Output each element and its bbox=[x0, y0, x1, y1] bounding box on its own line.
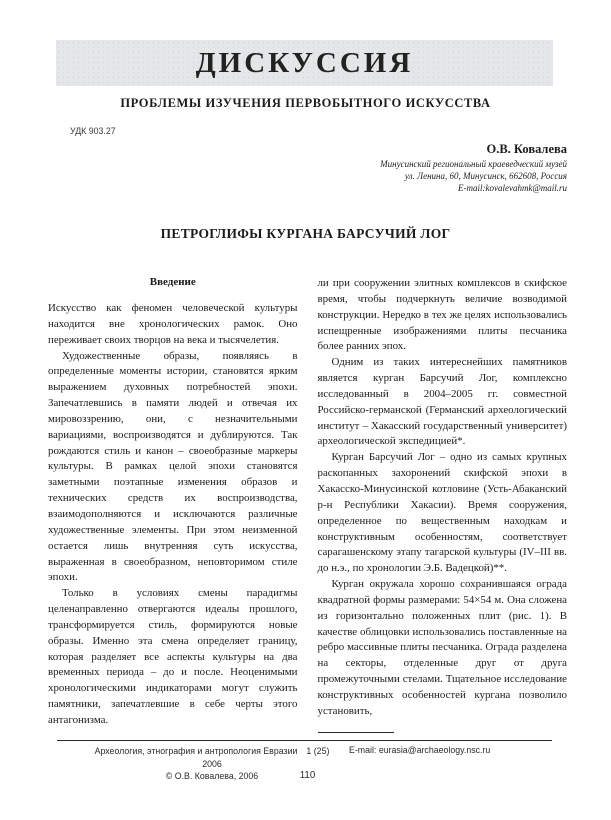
article-title: ПЕТРОГЛИФЫ КУРГАНА БАРСУЧИЙ ЛОГ bbox=[160, 226, 451, 241]
section-banner bbox=[56, 40, 553, 86]
author-name: О.В. Ковалева bbox=[486, 142, 567, 156]
footer-copyright-line: © О.В. Ковалева, 2006 bbox=[165, 771, 259, 781]
paragraph: Курган окружала хорошо сохранившаяся ограда квадратной формы размерами: 54×54 м. Она сложена из горизонтально положенных плит (рис. 1). В качестве облицовки использовались поставленные на ребро массивные плиты песчаника. Ограда разделена на секторы, отделенные друг от друга промежуточными стелами. Тщательное исследование конструктивных особенностей кургана позволило установить, bbox=[317, 578, 567, 717]
paragraph: Только в условиях смены парадигмы целенаправленно отвергаются идеалы прошлого, трансформируется стиль, формируются новые образы. Именно эта смена определяет границу, которая разделяет все аспекты культуры на два временных периода – до и после. Неоценимыми хронологическими индикаторами могут служить памятники, запечатлевшие в себе черты этого антагонизма. bbox=[48, 587, 298, 726]
affiliation-line: Минусинский региональный краеведческий музей bbox=[380, 159, 567, 169]
column-right bbox=[318, 276, 568, 734]
paragraph: Одним из таких интереснейших памятников является курган Барсучий Лог, комплексно исследованный в 2004–2005 гг. совместной Российско-германской (Германский археологический институт – Хакасский государственный университет) археологической экспедицией*. bbox=[317, 356, 567, 448]
author-email: E-mail:kovalevahmk@mail.ru bbox=[458, 182, 567, 193]
footer-rule bbox=[57, 740, 552, 741]
article-body bbox=[48, 276, 567, 734]
paragraph: ли при сооружении элитных комплексов в скифское время, чтобы подчеркнуть величие возводимой конструкции. Нередко в тех же целях использовались испещренные изображениями плиты песчаника более ранних эпох. bbox=[317, 277, 567, 353]
journal-issue: 1 (25) 2006 bbox=[202, 746, 330, 769]
section-banner-label: ДИСКУССИЯ bbox=[195, 46, 414, 79]
column-left bbox=[48, 276, 298, 734]
author-block bbox=[380, 142, 567, 194]
udc-label: УДК 903.27 bbox=[70, 126, 116, 136]
paragraph: Курган Барсучий Лог – одно из самых крупных раскопанных захоронений скифской эпохи в Хакасско-Минусинской котловине (Усть-Абаканский р-н Республики Хакасии). Время сооружения, определенное по вещественным находкам и конструктивным особенностям, соответствует сарагашенскому этапу тагарской культуры (IV–III вв. до н.э., по хронологии Э.Б. Вадецкой)**. bbox=[317, 451, 567, 575]
footer-journal-line bbox=[93, 745, 331, 770]
footnote-separator bbox=[318, 732, 394, 733]
affiliation-line: ул. Ленина, 60, Минусинск, 662608, Россия bbox=[404, 170, 567, 181]
footer-email: E-mail: eurasia@archaeology.nsc.ru bbox=[349, 745, 491, 755]
paragraph: Искусство как феномен человеческой культуры находится вне хронологических рамок. Оно переживает своих творцов на века и тысячелетия. bbox=[48, 302, 298, 346]
paragraph: Художественные образы, появляясь в определенные моменты истории, становятся ярким выражением духовных потребностей эпохи. Запечатлевшись в памяти людей и отвечая их мировоззрению, они, с незначительными вариациями, воспроизводятся и дублируются. Так рождаются стиль и канон – своеобразные маркеры культуры. В рамках целой эпохи становятся заметными поэтапные изменения образов и технических средств их воспроизводства, взаимодополняются и исключаются различные художественные элементы. При этом неизменной остается лишь внутренняя суть искусства, выраженная в своеобразном, неповторимом стиле эпохи. bbox=[48, 349, 298, 584]
footnotes bbox=[318, 732, 568, 734]
journal-title: Археология, этнография и антропология Евразии bbox=[94, 746, 298, 756]
heading-introduction: Введение bbox=[149, 276, 196, 288]
page-number: 110 bbox=[299, 770, 316, 781]
section-subtitle: ПРОБЛЕМЫ ИЗУЧЕНИЯ ПЕРВОБЫТНОГО ИСКУССТВА bbox=[120, 96, 491, 110]
